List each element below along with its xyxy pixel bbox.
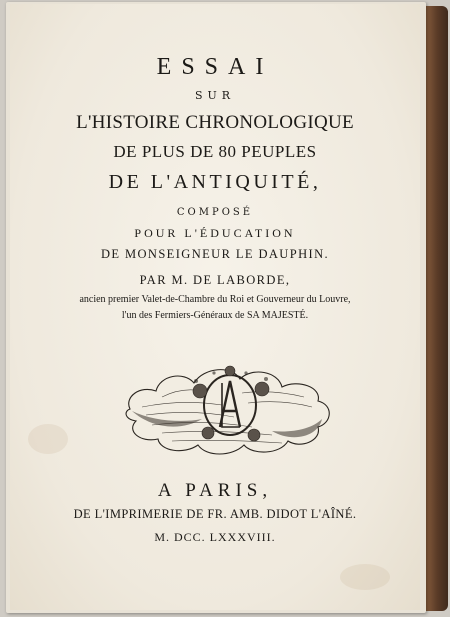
foxing-spot — [340, 564, 390, 590]
imprint-printer: DE L'IMPRIMERIE DE FR. AMB. DIDOT L'AÎNÉ. — [73, 507, 357, 521]
author-role-2: l'un des Fermiers-Généraux de SA MAJESTÉ. — [121, 310, 309, 321]
imprint-date: M. DCC. LXXXVIII. — [154, 530, 276, 544]
subtitle-pour: POUR L'ÉDUCATION — [134, 226, 296, 240]
title-antiquite: DE L'ANTIQUITÉ, — [108, 171, 322, 193]
foxing-spot — [28, 424, 68, 454]
author-role: ancien premier Valet-de-Chambre du Roi et Gouverneur du Louvre, — [79, 294, 351, 305]
title-page — [10, 4, 420, 610]
imprint-place: A PARIS, — [157, 480, 273, 501]
title-sur: SUR — [194, 89, 236, 102]
vignette-icon — [122, 341, 338, 461]
author-name: PAR M. DE LABORDE, — [139, 273, 291, 287]
subtitle-compose: COMPOSÉ — [176, 207, 254, 218]
subtitle-dedicatee: DE MONSEIGNEUR LE DAUPHIN. — [100, 247, 330, 261]
title-essai: ESSAI — [156, 54, 274, 80]
title-peuples: DE PLUS DE 80 PEUPLES — [113, 142, 317, 161]
title-histoire: L'HISTOIRE CHRONOLOGIQUE — [76, 112, 354, 133]
